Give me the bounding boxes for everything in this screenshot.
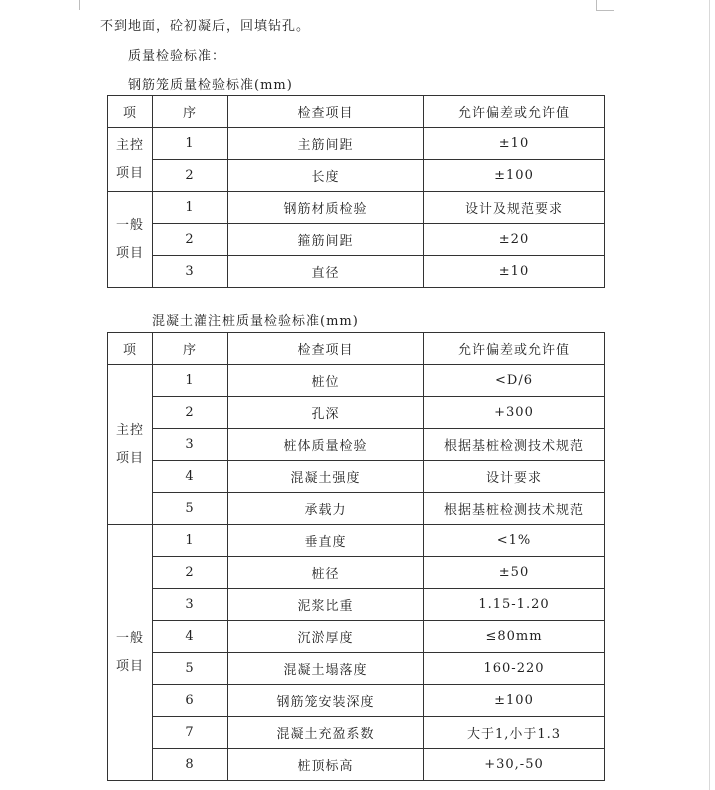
item-cell: 承载力 — [228, 493, 424, 525]
table-row — [108, 557, 605, 589]
table-row — [108, 621, 605, 653]
group-label-line: 主控 — [115, 422, 144, 438]
header-cell: 序 — [153, 333, 228, 365]
item-cell: 钢筋材质检验 — [228, 192, 424, 224]
group-label-line: 主控 — [115, 137, 144, 153]
table-row — [108, 589, 605, 621]
value-cell: ±20 — [424, 224, 605, 256]
item-cell: 垂直度 — [228, 525, 424, 557]
value-cell: <D/6 — [424, 365, 605, 397]
seq-cell: 1 — [153, 365, 228, 397]
seq-cell: 1 — [153, 128, 228, 160]
seq-cell: 8 — [153, 749, 228, 781]
table1-title: 钢筋笼质量检验标准(mm) — [128, 78, 293, 93]
table-row — [108, 429, 605, 461]
group-label-general — [108, 192, 153, 288]
table-row — [108, 397, 605, 429]
table-row — [108, 365, 605, 397]
table-row — [108, 461, 605, 493]
item-cell: 直径 — [228, 256, 424, 288]
item-cell: 桩体质量检验 — [228, 429, 424, 461]
table-row — [108, 192, 605, 224]
group-label-line: 项目 — [115, 245, 144, 261]
value-cell: 1.15-1.20 — [424, 589, 605, 621]
seq-cell: 5 — [153, 653, 228, 685]
table-row — [108, 224, 605, 256]
group-label-line: 一般 — [115, 217, 144, 233]
value-cell: 大于1,小于1.3 — [424, 717, 605, 749]
value-cell: ±100 — [424, 160, 605, 192]
value-cell: 根据基桩检测技术规范 — [424, 493, 605, 525]
page-edge — [709, 0, 710, 790]
table-row — [108, 685, 605, 717]
margin-mark-left — [79, 0, 80, 10]
header-cell: 项 — [108, 96, 153, 128]
item-cell: 孔深 — [228, 397, 424, 429]
seq-cell: 6 — [153, 685, 228, 717]
value-cell: 设计要求 — [424, 461, 605, 493]
table-row — [108, 493, 605, 525]
item-cell: 沉淤厚度 — [228, 621, 424, 653]
value-cell: +30,-50 — [424, 749, 605, 781]
table2-title: 混凝土灌注桩质量检验标准(mm) — [152, 314, 359, 329]
value-cell: 根据基桩检测技术规范 — [424, 429, 605, 461]
seq-cell: 3 — [153, 429, 228, 461]
table-row — [108, 160, 605, 192]
table-row — [108, 525, 605, 557]
header-cell: 检查项目 — [228, 333, 424, 365]
seq-cell: 2 — [153, 160, 228, 192]
value-cell: ±50 — [424, 557, 605, 589]
seq-cell: 5 — [153, 493, 228, 525]
group-label-line: 项目 — [115, 450, 144, 466]
seq-cell: 2 — [153, 224, 228, 256]
header-cell: 允许偏差或允许值 — [424, 96, 605, 128]
value-cell: ±10 — [424, 128, 605, 160]
table-row — [108, 256, 605, 288]
value-cell: 设计及规范要求 — [424, 192, 605, 224]
item-cell: 泥浆比重 — [228, 589, 424, 621]
paragraph-line: 不到地面，砼初凝后，回填钻孔。 — [100, 19, 311, 34]
table-row — [108, 128, 605, 160]
value-cell: 160-220 — [424, 653, 605, 685]
seq-cell: 3 — [153, 256, 228, 288]
table-header-row — [108, 333, 605, 365]
seq-cell: 4 — [153, 461, 228, 493]
item-cell: 混凝土充盈系数 — [228, 717, 424, 749]
margin-mark-right-horizontal — [596, 10, 614, 11]
margin-mark-right — [596, 0, 597, 10]
seq-cell: 3 — [153, 589, 228, 621]
table-row — [108, 749, 605, 781]
header-cell: 序 — [153, 96, 228, 128]
item-cell: 混凝土塌落度 — [228, 653, 424, 685]
table-header-row — [108, 96, 605, 128]
table-row — [108, 717, 605, 749]
header-cell: 允许偏差或允许值 — [424, 333, 605, 365]
seq-cell: 7 — [153, 717, 228, 749]
value-cell: ±100 — [424, 685, 605, 717]
seq-cell: 1 — [153, 192, 228, 224]
group-label-line: 项目 — [115, 658, 144, 674]
seq-cell: 4 — [153, 621, 228, 653]
item-cell: 混凝土强度 — [228, 461, 424, 493]
item-cell: 长度 — [228, 160, 424, 192]
bored-pile-quality-table — [107, 332, 605, 781]
seq-cell: 2 — [153, 557, 228, 589]
group-label-main-control — [108, 365, 153, 525]
table-row — [108, 653, 605, 685]
section-heading: 质量检验标准： — [128, 49, 227, 64]
header-cell: 检查项目 — [228, 96, 424, 128]
group-label-main-control — [108, 128, 153, 192]
seq-cell: 1 — [153, 525, 228, 557]
group-label-line: 一般 — [115, 630, 144, 646]
header-cell: 项 — [108, 333, 153, 365]
value-cell: +300 — [424, 397, 605, 429]
item-cell: 主筋间距 — [228, 128, 424, 160]
value-cell: ≤80mm — [424, 621, 605, 653]
value-cell: ±10 — [424, 256, 605, 288]
item-cell: 钢筋笼安装深度 — [228, 685, 424, 717]
item-cell: 箍筋间距 — [228, 224, 424, 256]
item-cell: 桩位 — [228, 365, 424, 397]
group-label-line: 项目 — [115, 165, 144, 181]
value-cell: <1% — [424, 525, 605, 557]
item-cell: 桩径 — [228, 557, 424, 589]
seq-cell: 2 — [153, 397, 228, 429]
item-cell: 桩顶标高 — [228, 749, 424, 781]
rebar-cage-quality-table — [107, 95, 605, 288]
group-label-general — [108, 525, 153, 781]
